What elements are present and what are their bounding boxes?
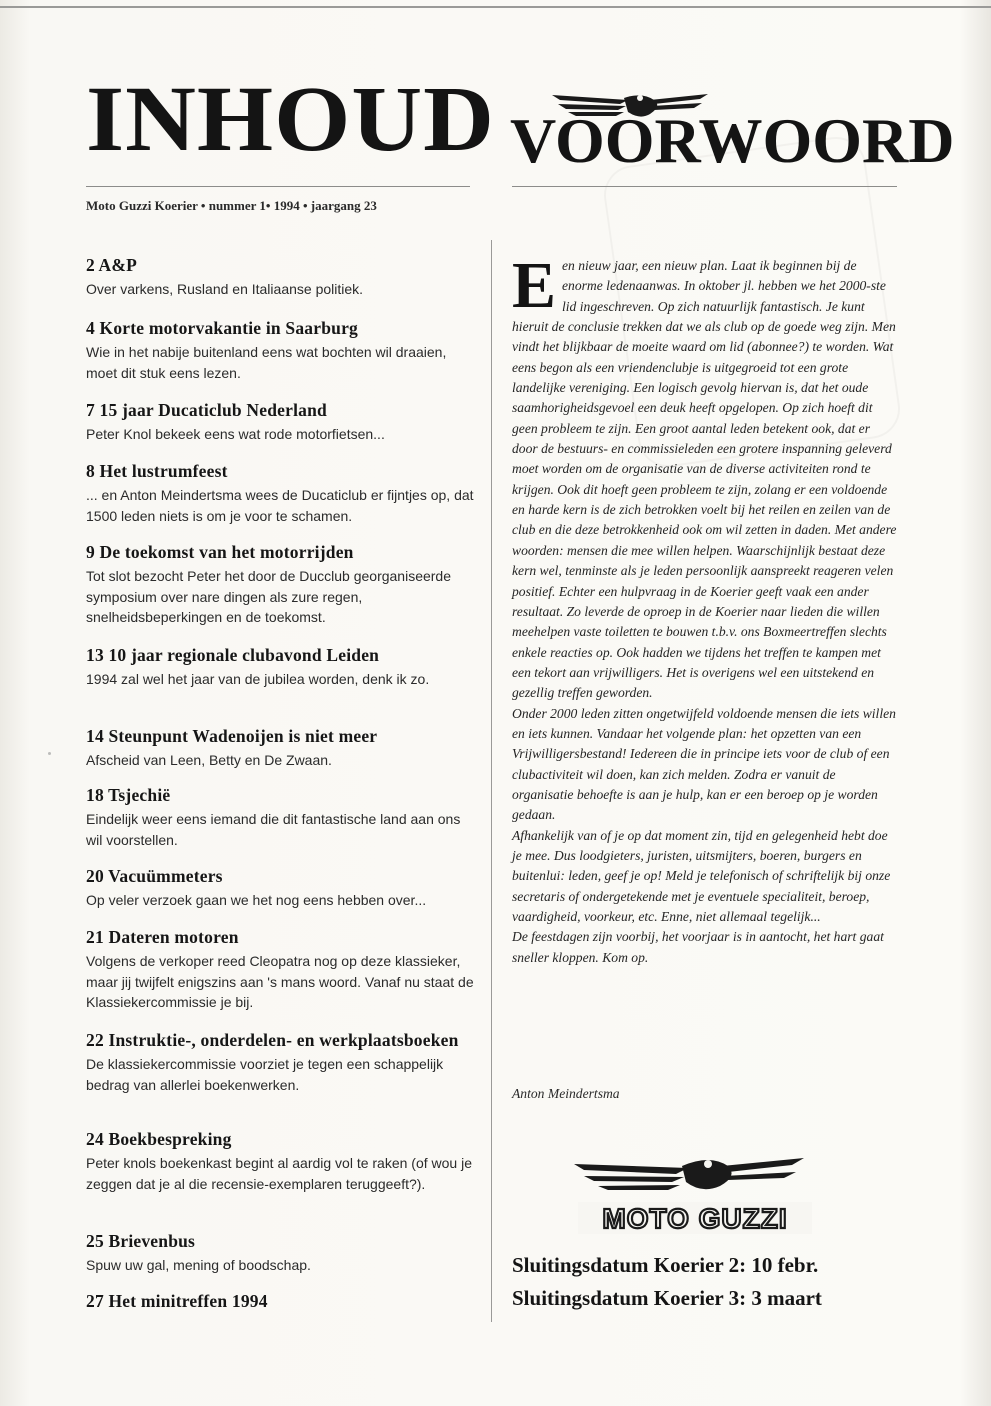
closing-date-3: Sluitingsdatum Koerier 3: 3 maart (512, 1286, 822, 1310)
toc-entry (86, 542, 476, 628)
toc-entry-description: Peter knols boekenkast begint al aardig vol te raken (of wou je zeggen dat je al die recensie-exemplaren teruggeeft?). (86, 1155, 473, 1192)
eagle-icon (570, 1150, 820, 1240)
toc-entry-title: 2 A&P (86, 255, 138, 275)
toc-entry-title: 4 Korte motorvakantie in Saarburg (86, 318, 358, 338)
toc-entry-title: 20 Vacuümmeters (86, 866, 223, 886)
toc-entry-title: 27 Het minitreffen 1994 (86, 1291, 268, 1311)
toc-entry-description: ... en Anton Meindertsma wees de Ducaticlub er fijntjes op, dat 1500 leden niets is om je voor te schamen. (86, 487, 474, 524)
toc-entry-description: Over varkens, Rusland en Italiaanse politiek. (86, 281, 364, 297)
toc-entry (86, 726, 476, 771)
toc-entry (86, 927, 476, 1013)
moto-guzzi-logo (570, 1150, 820, 1240)
toc-entry (86, 866, 476, 911)
foreword-paragraph: en nieuw jaar, een nieuw plan. Laat ik beginnen bij de enorme ledenaanwas. In oktober jl. hebben we het 2000-ste lid ingeschreven. Op zich natuurlijk fantastisch. Je kunt hieruit de conclusie trekken dat we als club op de goede weg zijn. Men vindt het blijkbaar de moeite waard om lid (abonnee?) te worden. Wat eens begon als een vriendenclubje is uitgegroeid tot een grote landelijke vereniging. Een logisch gevolg hiervan is, dat het oude saamhorigheidsgevoel een deuk heeft opgelopen. Op zich hoeft dit geen probleem te zijn. Een groot aantal leden betekent ook, dat er door de bestuurs- en commissieleden een grotere inspanning geleverd moet worden om de organisatie van de diverse activiteiten rond te krijgen. Ook dit hoeft geen probleem te zijn, zolang er een voldoende en harde kern is de zich betrokken voelt bij het reilen en zeilen van de club en die deze betrokkenheid ook om wil zetten in daden. Met andere woorden: mensen die mee willen helpen. Waarschijnlijk bestaat deze kern wel, tenminste als je leden persoonlijk aanspreekt reageren velen positief. Echter een hulpvraag in de Koerier geeft vaak een ander resultaat. Zo leverde de oproep in de Koerier naar lieden die willen meehelpen vaste toiletten te bouwen t.b.v. ons Boxmeertreffen slechts enkele reacties op. Ook hadden we tijdens het treffen te kampen met een tekort aan vrijwilligers. Het is overigens wel een uitstekend en gezellig treffen geworden. (512, 258, 897, 701)
toc-entry-title: 14 Steunpunt Wadenoijen is niet meer (86, 726, 378, 746)
foreword-body (512, 249, 897, 968)
toc-entry-description: 1994 zal wel het jaar van de jubilea worden, denk ik zo. (86, 671, 430, 687)
column-divider (491, 240, 492, 1322)
toc-entry-title: 8 Het lustrumfeest (86, 461, 228, 481)
toc-entry-description: De klassiekercommissie voorziet je tegen een schappelijk bedrag van allerlei boekenwerken. (86, 1056, 444, 1093)
closing-date-2: Sluitingsdatum Koerier 2: 10 febr. (512, 1253, 819, 1277)
toc-entry-title: 25 Brievenbus (86, 1231, 196, 1251)
toc-entry-description: Spuw uw gal, mening of boodschap. (86, 1257, 311, 1273)
toc-entry (86, 785, 476, 850)
drop-cap: E (512, 249, 557, 322)
toc-entry-description: Op veler verzoek gaan we het nog eens hebben over... (86, 892, 427, 908)
toc-entry (86, 1231, 476, 1276)
toc-entry-description: Afscheid van Leen, Betty en De Zwaan. (86, 752, 332, 768)
toc-entry-title: 13 10 jaar regionale clubavond Leiden (86, 645, 380, 665)
toc-entry-description: Peter Knol bekeek eens wat rode motorfietsen... (86, 426, 385, 442)
toc-entry (86, 255, 476, 300)
toc-entry-description: Tot slot bezocht Peter het door de Ducclub georganiseerde symposium over nare dingen als zure regen, snelheidsbeperkingen en de toekomst. (86, 568, 452, 625)
toc-entry (86, 400, 476, 445)
toc-entry-title: 24 Boekbespreking (86, 1129, 232, 1149)
toc-entry-title: 9 De toekomst van het motorrijden (86, 542, 354, 562)
top-edge-rule (0, 6, 991, 8)
toc-entry (86, 1030, 476, 1095)
toc-entry (86, 461, 476, 526)
toc-entry-description: Wie in het nabije buitenland eens wat bochten wil draaien, moet dit stuk eens lezen. (86, 344, 447, 381)
toc-entry-description: Volgens de verkoper reed Cleopatra nog op deze klassieker, maar jij twijfelt enigszins aan 's mans woord. Vanaf nu staat de Klassiekercommissie je bij. (86, 953, 474, 1010)
foreword-rule (512, 186, 897, 187)
toc-entry-title: 7 15 jaar Ducaticlub Nederland (86, 400, 327, 420)
issue-info: Moto Guzzi Koerier • nummer 1• 1994 • jaargang 23 (86, 198, 377, 213)
foreword-title: VOORWOORD (510, 105, 955, 176)
foreword-signature: Anton Meindertsma (512, 1086, 620, 1101)
toc-entry (86, 1291, 476, 1311)
toc-entry-title: 21 Dateren motoren (86, 927, 239, 947)
paper-speck (48, 752, 51, 755)
toc-entry-title: 18 Tsjechië (86, 785, 171, 805)
contents-rule (86, 186, 470, 187)
foreword-paragraph: De feestdagen zijn voorbij, het voorjaar is in aantocht, het hart gaat sneller kloppen. Kom op. (512, 929, 884, 965)
foreword-heading-block (510, 90, 955, 180)
toc-entry-title: 22 Instruktie-, onderdelen- en werkplaatsboeken (86, 1030, 459, 1050)
toc-entry (86, 645, 476, 690)
toc-entry (86, 1129, 476, 1194)
foreword-paragraph: Onder 2000 leden zitten ongetwijfeld voldoende mensen die iets willen en iets kunnen. Vandaar het volgende plan: het opzetten van een Vrijwilligersbestand! Iedereen die in principe iets voor de club of een clubactiviteit wil doen, kan zich melden. Zodra er vanuit de organisatie behoefte is aan je hulp, kan er een beroep op je worden gedaan. (512, 705, 896, 823)
toc-entry (86, 318, 476, 383)
contents-heading: INHOUD (86, 68, 495, 171)
logo-wordmark: MOTO GUZZI (602, 1203, 788, 1234)
toc-entry-description: Eindelijk weer eens iemand die dit fantastische land aan ons wil voorstellen. (86, 811, 461, 848)
foreword-paragraph: Afhankelijk van of je op dat moment zin, tijd en gelegenheid hebt doe je mee. Dus loodgieters, juristen, uitsmijters, boeren, burgers en buitenlui: leden, geef je op! Meld je telefonisch of schriftelijk bij onze secretaris of ondergetekende met je eventuele specialiteit, beroep, vaardigheid, voorkeur, etc. Enne, niet allemaal tegelijk... (512, 827, 891, 924)
